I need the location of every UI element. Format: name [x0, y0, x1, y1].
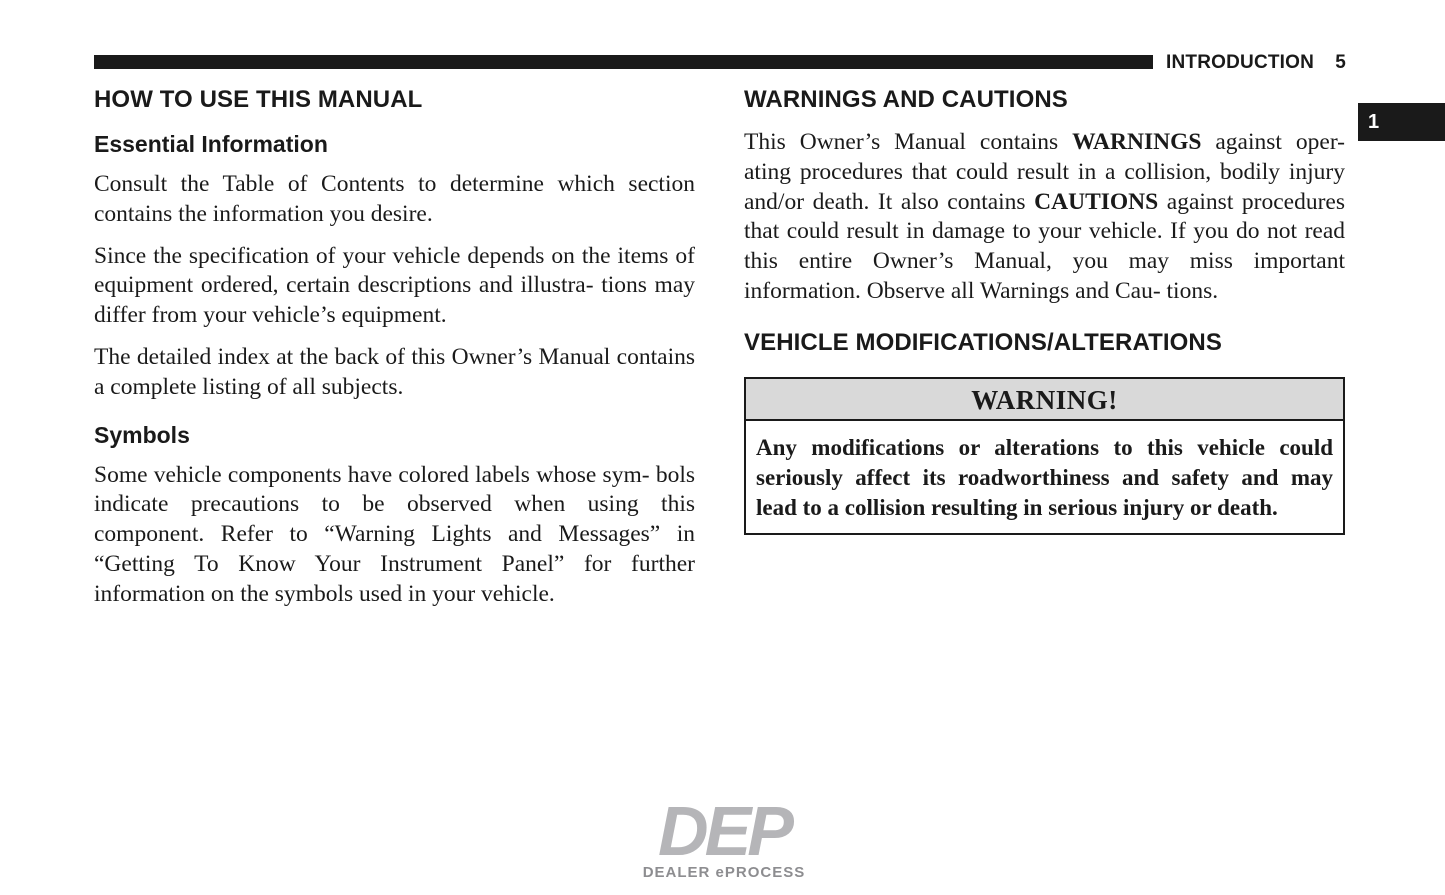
essential-paragraph-1: Consult the Table of Contents to determine which section contains the information you desire.: [94, 171, 695, 227]
essential-paragraph-3: The detailed index at the back of this Owner’s Manual contains a complete listing of all subjects.: [94, 343, 695, 400]
warnings-paragraph: [744, 128, 1345, 307]
warning-title: WARNING!: [746, 379, 1343, 421]
essential-info-heading: Essential Information: [94, 131, 328, 157]
warnings-bold-term: WARNINGS: [1072, 129, 1202, 155]
right-column: [744, 86, 1345, 535]
left-column: [94, 86, 695, 622]
logo-subtitle: DEALER ePROCESS: [642, 864, 806, 881]
warning-box: [744, 377, 1345, 535]
modifications-heading: VEHICLE MODIFICATIONS/ALTERATIONS: [744, 328, 1222, 356]
essential-paragraph-2: Since the specification of your vehicle depends on the items of equipment ordered, certain descriptions and illustra- tions may differ from your vehicle’s equipment.: [94, 242, 695, 329]
section-title: INTRODUCTION: [1166, 52, 1315, 73]
how-to-use-heading: HOW TO USE THIS MANUAL: [94, 86, 423, 113]
logo-wordmark: DEP: [658, 792, 790, 870]
running-head: [1166, 51, 1346, 75]
warnings-heading: WARNINGS AND CAUTIONS: [744, 86, 1068, 113]
warnings-text-1: This Owner’s Manual contains: [744, 129, 1073, 155]
warning-text: Any modifications or alterations to this vehicle could seriously affect its roadworthiness and safety and may lead to a collision resulting in serious injury or death.: [756, 434, 1333, 520]
symbols-heading: Symbols: [94, 421, 190, 448]
symbols-paragraph: Some vehicle components have colored labels whose sym- bols indicate precautions to be observed when using this component. Refer to “Warning Lights and Messages” in “Getting To Know Your Instrument Panel” for further information on the symbols used in your vehicle.: [94, 461, 695, 607]
page-number: 5: [1335, 52, 1346, 73]
cautions-bold-term: CAUTIONS: [1034, 188, 1159, 215]
header-rule: [94, 55, 1153, 69]
warnings-text-3: against procedures that could result in damage to your vehicle. If you do not read this entire Owner’s Manual, you may miss important information. Observe all Warnings and Cau- tions.: [744, 188, 1346, 304]
chapter-tab: 1: [1358, 103, 1445, 141]
dealer-eprocess-logo: [624, 792, 824, 885]
warnings-text-2: against oper- ating procedures that could result in a collision, bodily injury and/or death. It also contains: [744, 129, 1345, 215]
